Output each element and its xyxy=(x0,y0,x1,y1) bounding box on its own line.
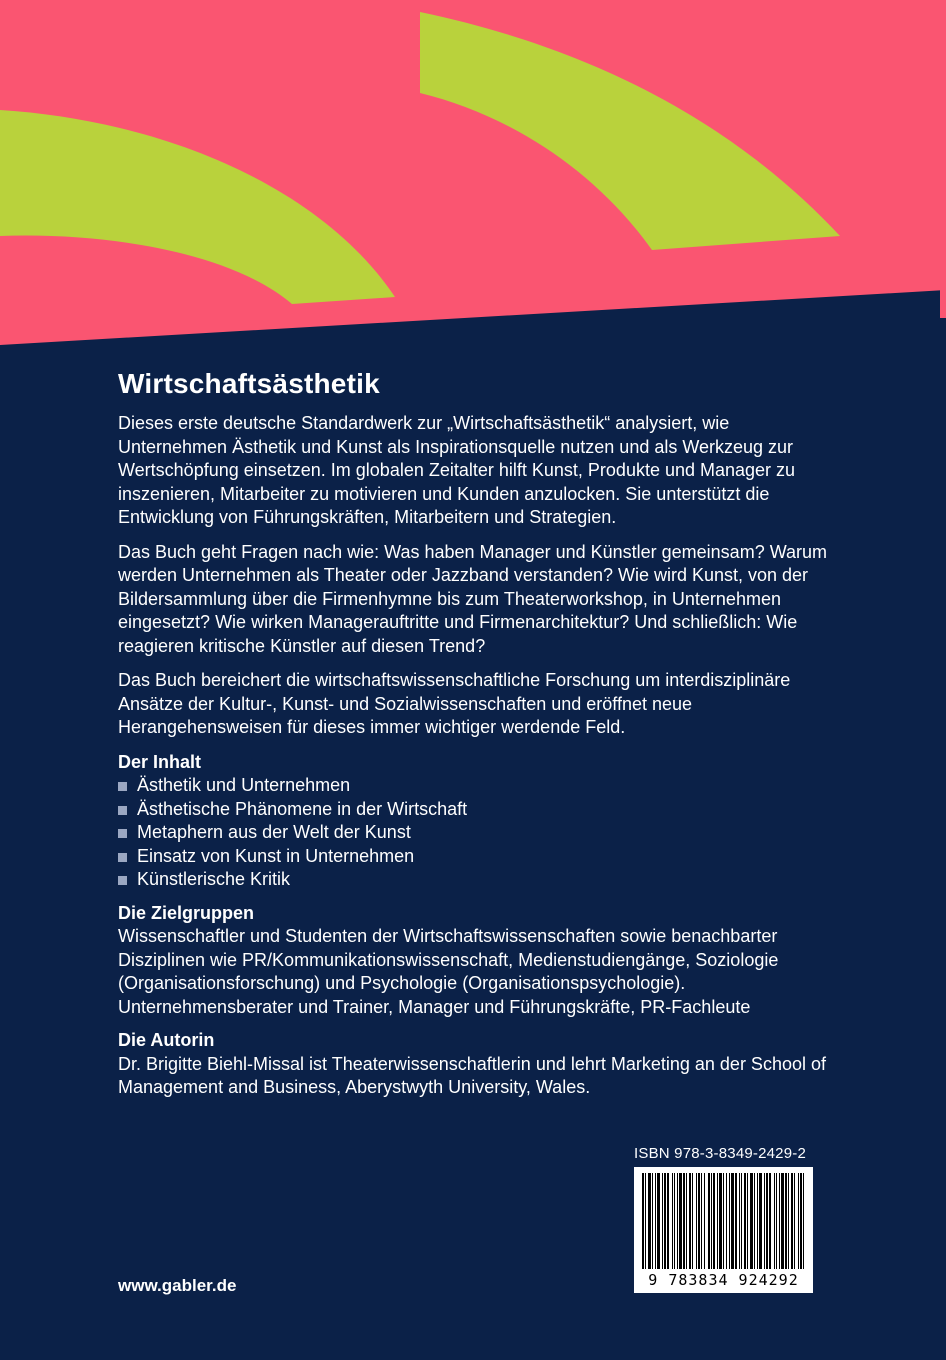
barcode-bar xyxy=(759,1173,762,1269)
barcode-bar xyxy=(667,1173,669,1269)
square-bullet-icon xyxy=(118,829,127,838)
barcode-bar xyxy=(750,1173,753,1269)
barcode-bar xyxy=(704,1173,705,1269)
barcode xyxy=(634,1167,813,1293)
barcode-bar xyxy=(664,1173,666,1269)
barcode-bar xyxy=(781,1173,784,1269)
inhalt-heading: Der Inhalt xyxy=(118,751,202,772)
autorin-heading: Die Autorin xyxy=(118,1030,215,1050)
barcode-bar xyxy=(754,1173,755,1269)
inhalt-list xyxy=(118,774,838,892)
barcode-bar xyxy=(692,1173,693,1269)
barcode-bar xyxy=(757,1173,758,1269)
zielgruppen-section xyxy=(118,902,838,1020)
barcode-bar xyxy=(744,1173,746,1269)
isbn-label: ISBN 978-3-8349-2429-2 xyxy=(634,1145,807,1162)
barcode-bar xyxy=(708,1173,710,1269)
barcode-bar xyxy=(642,1173,644,1269)
barcode-bar xyxy=(779,1173,780,1269)
barcode-bar xyxy=(729,1173,730,1269)
autorin-section xyxy=(118,1029,838,1100)
barcode-bar xyxy=(726,1173,727,1269)
pink-edge-mark xyxy=(940,286,946,318)
barcode-bar xyxy=(776,1173,777,1269)
barcode-bar xyxy=(747,1173,748,1269)
autorin-text: Dr. Brigitte Biehl-Missal ist Theaterwissenschaftlerin und lehrt Marketing an der School of Management and Business, Aberystwyth University, Wales. xyxy=(118,1053,826,1097)
barcode-bar xyxy=(711,1173,712,1269)
barcode-bar xyxy=(679,1173,682,1269)
barcode-bar xyxy=(788,1173,789,1269)
barcode-bar xyxy=(689,1173,691,1269)
barcode-bar xyxy=(791,1173,793,1269)
barcode-bar xyxy=(739,1173,740,1269)
barcode-bar xyxy=(794,1173,795,1269)
list-item: Metaphern aus der Welt der Kunst xyxy=(118,821,838,845)
barcode-bar xyxy=(701,1173,702,1269)
square-bullet-icon xyxy=(118,806,127,815)
barcode-bar xyxy=(774,1173,775,1269)
barcode-bar xyxy=(683,1173,685,1269)
barcode-bar xyxy=(645,1173,646,1269)
square-bullet-icon xyxy=(118,876,127,885)
zielgruppen-heading: Die Zielgruppen xyxy=(118,902,255,923)
barcode-bar xyxy=(723,1173,724,1269)
square-bullet-icon xyxy=(118,782,127,791)
list-item: Künstlerische Kritik xyxy=(118,868,838,892)
barcode-bar xyxy=(731,1173,734,1269)
list-item: Ästhetische Phänomene in der Wirtschaft xyxy=(118,798,838,822)
barcode-bar xyxy=(803,1173,804,1269)
barcode-bar xyxy=(657,1173,660,1269)
barcode-bar xyxy=(719,1173,722,1269)
barcode-bar xyxy=(672,1173,673,1269)
barcode-bar xyxy=(735,1173,737,1269)
book-title: Wirtschaftsästhetik xyxy=(118,368,380,399)
barcode-bar xyxy=(766,1173,768,1269)
description-paragraph-3: Das Buch bereichert die wirtschaftswissenschaftliche Forschung um interdisziplinäre Ansätze der Kultur-, Kunst- und Sozialwissenschaften und eröffnet neue Herangehensweisen für dieses immer wichtiger werdende Feld. xyxy=(118,670,791,737)
barcode-bar xyxy=(648,1173,651,1269)
barcode-bar xyxy=(662,1173,663,1269)
barcode-bar xyxy=(769,1173,771,1269)
barcode-bar xyxy=(686,1173,687,1269)
barcode-bar xyxy=(764,1173,765,1269)
barcode-bar xyxy=(652,1173,653,1269)
description-paragraph-1: Dieses erste deutsche Standardwerk zur „Wirtschaftsästhetik“ analysiert, wie Unternehmen Ästhetik und Kunst als Inspirationsquelle nutzen und als Werkzeug zur Wertschöpfung einsetzen. Im globalen Zeitalter hilft Kunst, Produkte und Manager zu inszenieren, Mitarbeiter zu motivieren und Kunden anzulocken. Sie unterstützt die Entwicklung von Führungskräften, Mitarbeitern und Strategien. xyxy=(118,413,796,527)
barcode-bar xyxy=(800,1173,802,1269)
barcode-bar xyxy=(798,1173,799,1269)
barcode-digits: 9 783834 924292 xyxy=(648,1271,799,1289)
description-paragraph-2: Das Buch geht Fragen nach wie: Was haben Manager und Künstler gemeinsam? Warum werden Unternehmen als Theater oder Jazzband verstanden? Wie wird Kunst, von der Bildersammlung über die Firmenhymne bis zum Theaterworkshop, in Unternehmen eingesetzt? Wie wirken Managerauftritte und Firmenarchitektur? Und schließlich: Wie reagieren kritische Künstler auf diesen Trend? xyxy=(118,541,828,656)
top-graphic-band xyxy=(0,0,946,345)
barcode-bar xyxy=(741,1173,742,1269)
square-bullet-icon xyxy=(118,853,127,862)
barcode-bar xyxy=(696,1173,697,1269)
barcode-bar xyxy=(785,1173,787,1269)
decorative-arc-graphic xyxy=(0,0,946,345)
list-item: Einsatz von Kunst in Unternehmen xyxy=(118,845,838,869)
zielgruppen-text: Wissenschaftler und Studenten der Wirtschaftswissenschaften sowie benachbarter Disziplinen wie PR/Kommunikationswissenschaft, Medienstudiengänge, Soziologie (Organisationsforschung) und Psychologie (Organisationspsychologie). Unternehmensberater und Trainer, Manager und Führungskräfte, PR-Fachleute xyxy=(118,926,779,1017)
barcode-bars xyxy=(634,1167,813,1271)
barcode-bar xyxy=(717,1173,718,1269)
barcode-bar xyxy=(655,1173,656,1269)
barcode-bar xyxy=(674,1173,675,1269)
barcode-bar xyxy=(677,1173,678,1269)
publisher-website: www.gabler.de xyxy=(118,1276,237,1295)
main-text xyxy=(118,368,838,1100)
barcode-bar xyxy=(713,1173,715,1269)
barcode-bar xyxy=(698,1173,700,1269)
list-item: Ästhetik und Unternehmen xyxy=(118,774,838,798)
